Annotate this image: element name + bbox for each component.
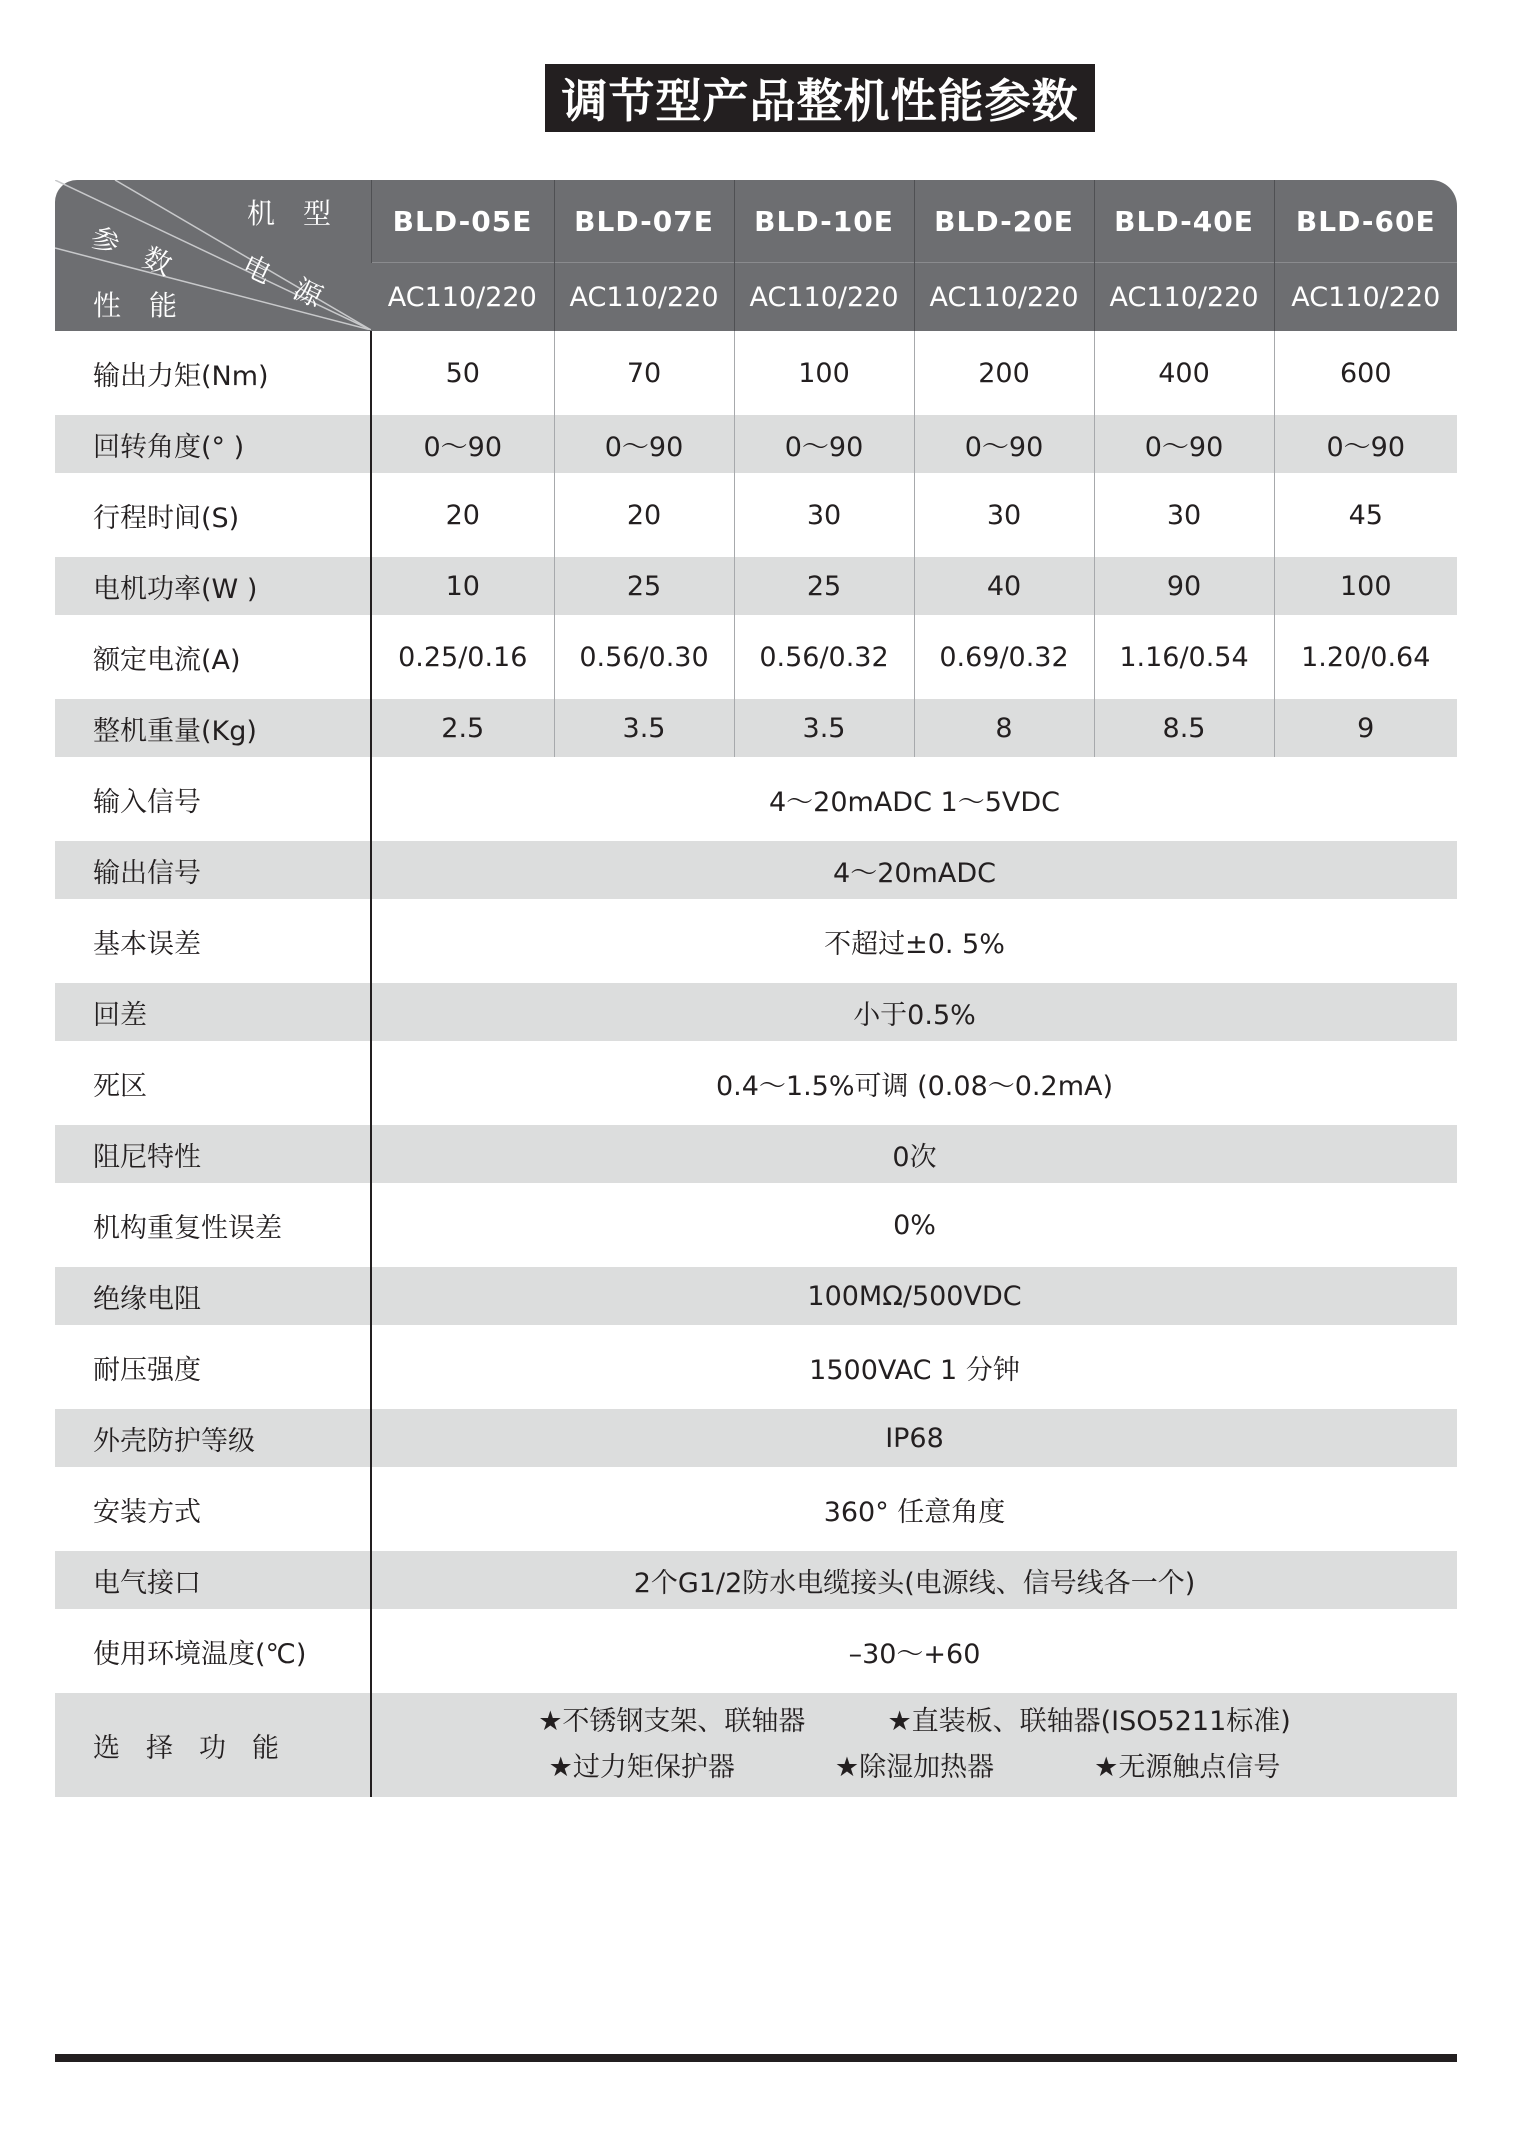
table-cell: 20: [554, 473, 734, 557]
table-cell: 0%: [893, 1209, 936, 1241]
table-cell: 50: [445, 357, 480, 389]
header-corner-cell: [55, 180, 371, 331]
row-label: 死区: [55, 1041, 371, 1125]
table-cell: 400: [1094, 331, 1274, 415]
table-row: [55, 415, 1457, 473]
row-label: 选择功能: [55, 1693, 371, 1797]
row-label: 输出力矩(Nm): [55, 331, 371, 415]
table-row: [55, 757, 1457, 841]
table-row: [55, 1041, 1457, 1125]
table-row: [55, 983, 1457, 1041]
table-cell: 4～20mADC: [371, 841, 1457, 899]
options-line-2: [372, 1745, 1457, 1791]
table-cell: 360° 任意角度: [823, 1496, 1006, 1528]
options-cell: [371, 1693, 1457, 1797]
table-cell: –30～+60: [848, 1638, 981, 1670]
row-label: 电气接口: [55, 1551, 371, 1609]
table-cell: 1.16/0.54: [1094, 615, 1274, 699]
options-row: [55, 1693, 1457, 1797]
option-item: ★不锈钢支架、联轴器: [538, 1706, 806, 1737]
row-label: 耐压强度: [55, 1325, 371, 1409]
table-cell: 40: [914, 557, 1094, 615]
table-row: [55, 1183, 1457, 1267]
table-row: [55, 1325, 1457, 1409]
table-cell: 4～20mADC 1～5VDC: [768, 786, 1060, 818]
table-cell: 0次: [371, 1125, 1457, 1183]
table-cell: 3.5: [554, 699, 734, 757]
spec-table: [55, 180, 1457, 1797]
table-row: [55, 615, 1457, 699]
table-row: [55, 473, 1457, 557]
row-label: 基本误差: [55, 899, 371, 983]
power-cell: AC110/220: [1274, 263, 1457, 332]
table-row: [55, 1267, 1457, 1325]
table-cell: 1500VAC 1 分钟: [809, 1354, 1020, 1386]
table-cell: 0～90: [914, 415, 1094, 473]
corner-param-label: 参 数: [86, 220, 177, 283]
option-item: ★直装板、联轴器(ISO5211标准): [887, 1706, 1291, 1737]
table-cell: 600: [1274, 331, 1457, 415]
model-cell: BLD-60E: [1274, 180, 1457, 263]
model-cell: BLD-20E: [914, 180, 1094, 263]
table-cell: 10: [371, 557, 554, 615]
table-cell: 0～90: [371, 415, 554, 473]
table-cell: 25: [734, 557, 914, 615]
table-cell: 200: [914, 331, 1094, 415]
option-item: ★无源触点信号: [1094, 1752, 1281, 1783]
row-label: 绝缘电阻: [55, 1267, 371, 1325]
corner-power-label: 电 源: [237, 248, 328, 314]
model-cell: BLD-07E: [554, 180, 734, 263]
table-cell: 0～90: [554, 415, 734, 473]
table-row: [55, 1125, 1457, 1183]
table-cell: 不超过±0. 5%: [824, 928, 1005, 960]
table-cell: 0.25/0.16: [398, 641, 528, 673]
table-cell: 1.20/0.64: [1274, 615, 1457, 699]
table-cell: 0～90: [734, 415, 914, 473]
row-label: 回差: [55, 983, 371, 1041]
power-cell: AC110/220: [554, 263, 734, 332]
row-label: 电机功率(W ): [55, 557, 371, 615]
table-cell: 0.4～1.5%可调 (0.08～0.2mA): [715, 1070, 1113, 1102]
options-line-1: [372, 1699, 1457, 1745]
corner-perf-label: 性 能: [93, 289, 178, 322]
power-cell: AC110/220: [734, 263, 914, 332]
table-cell: 9: [1274, 699, 1457, 757]
power-cell: AC110/220: [1094, 263, 1274, 332]
table-cell: 8.5: [1094, 699, 1274, 757]
table-cell: 45: [1274, 473, 1457, 557]
table-cell: 0.56/0.30: [554, 615, 734, 699]
header-model-row: [55, 180, 1457, 263]
table-cell: 30: [1094, 473, 1274, 557]
row-label: 额定电流(A): [55, 615, 371, 699]
table-cell: 8: [914, 699, 1094, 757]
table-cell: 90: [1094, 557, 1274, 615]
table-row: [55, 841, 1457, 899]
power-cell: AC110/220: [914, 263, 1094, 332]
row-label: 行程时间(S): [55, 473, 371, 557]
table-cell: IP68: [371, 1409, 1457, 1467]
table-row: [55, 699, 1457, 757]
table-row: [55, 1409, 1457, 1467]
table-cell: 小于0.5%: [371, 983, 1457, 1041]
table-cell: 2个G1/2防水电缆接头(电源线、信号线各一个): [371, 1551, 1457, 1609]
row-label: 安装方式: [55, 1467, 371, 1551]
option-item: ★过力矩保护器: [548, 1752, 735, 1783]
model-cell: BLD-10E: [734, 180, 914, 263]
corner-model-label: 机 型: [247, 197, 332, 230]
power-cell: AC110/220: [371, 263, 554, 332]
table-row: [55, 557, 1457, 615]
page-title: 调节型产品整机性能参数: [545, 64, 1095, 132]
row-label: 使用环境温度(℃): [55, 1609, 371, 1693]
table-cell: 100: [734, 331, 914, 415]
table-cell: 2.5: [371, 699, 554, 757]
model-cell: BLD-40E: [1094, 180, 1274, 263]
row-label: 外壳防护等级: [55, 1409, 371, 1467]
table-cell: 20: [445, 499, 480, 531]
option-item: ★除湿加热器: [834, 1752, 995, 1783]
table-cell: 30: [734, 473, 914, 557]
table-cell: 30: [914, 473, 1094, 557]
table-cell: 3.5: [734, 699, 914, 757]
row-label: 整机重量(Kg): [55, 699, 371, 757]
table-cell: 25: [554, 557, 734, 615]
table-row: [55, 331, 1457, 415]
table-row: [55, 1609, 1457, 1693]
table-row: [55, 1551, 1457, 1609]
table-cell: 0.56/0.32: [734, 615, 914, 699]
table-cell: 70: [554, 331, 734, 415]
row-label: 机构重复性误差: [55, 1183, 371, 1267]
row-label: 输出信号: [55, 841, 371, 899]
table-cell: 0～90: [1094, 415, 1274, 473]
table-cell: 100MΩ/500VDC: [371, 1267, 1457, 1325]
row-label: 阻尼特性: [55, 1125, 371, 1183]
table-cell: 0～90: [1274, 415, 1457, 473]
row-label: 输入信号: [55, 757, 371, 841]
table-row: [55, 899, 1457, 983]
table-row: [55, 1467, 1457, 1551]
table-cell: 100: [1274, 557, 1457, 615]
model-cell: BLD-05E: [371, 180, 554, 263]
table-cell: 0.69/0.32: [914, 615, 1094, 699]
row-label: 回转角度(° ): [55, 415, 371, 473]
bottom-rule: [55, 2054, 1457, 2062]
